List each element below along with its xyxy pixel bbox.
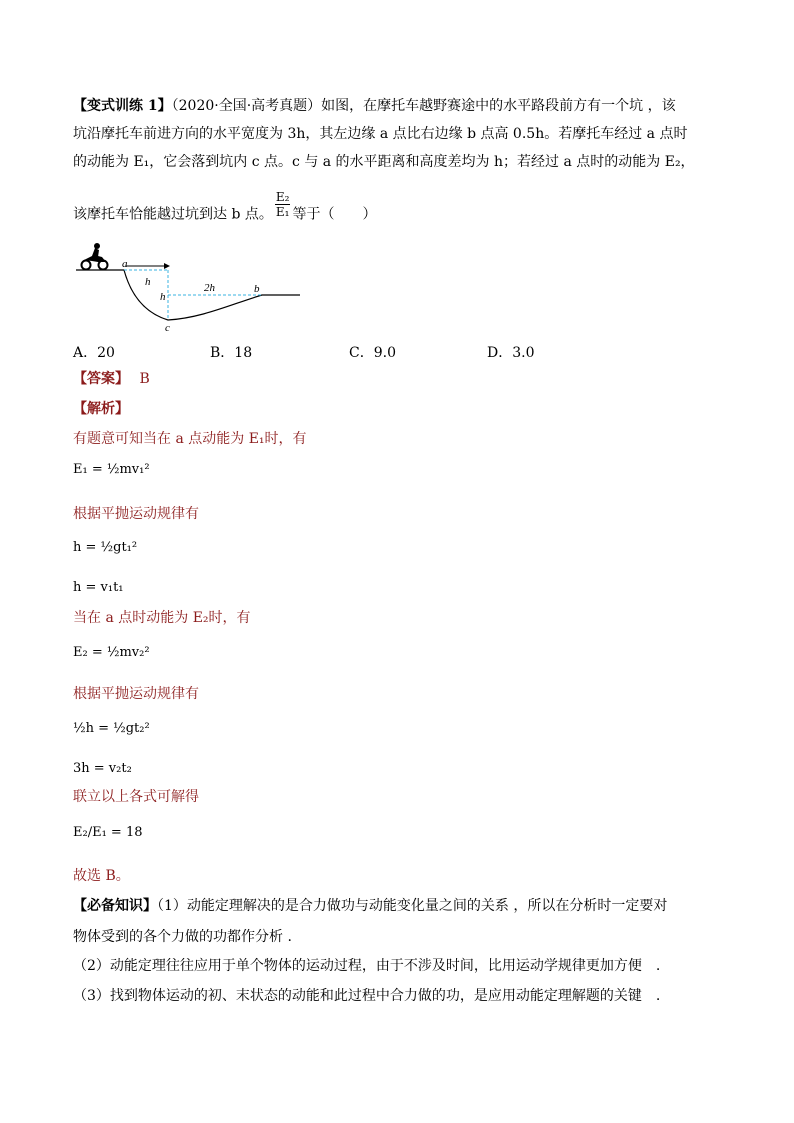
equation-6: 3h = v₂t₂ <box>73 761 132 776</box>
option-a: A．20 <box>73 345 115 361</box>
label-2h: 2h <box>204 282 215 294</box>
label-a: a <box>122 258 128 270</box>
equation-1: E₁ = ½mv₁² <box>73 462 150 477</box>
question-source: （2020·全国·高考真题） <box>171 98 322 114</box>
analysis-step-6: 故选 B。 <box>73 868 130 884</box>
analysis-step-1: 有题意可知当在 a 点动能为 E₁时，有 <box>73 431 307 447</box>
knowledge-line-1 <box>73 896 667 916</box>
answer-label: 【答案】 <box>73 371 129 387</box>
arrowhead-icon <box>164 263 170 269</box>
label-c: c <box>165 322 170 332</box>
option-b: B．18 <box>210 345 253 361</box>
analysis-step-2: 根据平抛运动规律有 <box>73 506 199 522</box>
equation-3: h = v₁t₁ <box>73 580 124 595</box>
option-c: C．9.0 <box>349 345 396 361</box>
pit-diagram <box>72 240 304 332</box>
answer-value: B <box>139 371 150 387</box>
equation-2: h = ½gt₁² <box>73 540 138 555</box>
equation-4: E₂ = ½mv₂² <box>73 645 150 660</box>
equation-5: ½h = ½gt₂² <box>73 721 150 736</box>
question-line-3: 的动能为 E₁，它会落到坑内 c 点。c 与 a 的水平距离和高度差均为 h；若经过 a 点时的动能为 E₂， <box>73 154 695 170</box>
question-line-4 <box>73 190 377 229</box>
label-b: b <box>254 283 260 295</box>
question-label: 【变式训练 1】 <box>73 98 172 114</box>
analysis-step-5: 联立以上各式可解得 <box>73 789 199 805</box>
question-line-1 <box>73 96 676 116</box>
energy-ratio-fraction: $\frac{\text{E₂}}{\text{E₁}}$ <box>275 190 290 219</box>
knowledge-line-2: 物体受到的各个力做的功都作分析 . <box>73 929 292 945</box>
equation-7: E₂/E₁ = 18 <box>73 825 143 840</box>
motorcycle-icon <box>82 243 108 270</box>
answer-line <box>73 369 150 389</box>
analysis-step-4: 根据平抛运动规律有 <box>73 686 199 702</box>
question-text-4-end: 等于（ ） <box>292 206 377 223</box>
option-d: D．3.0 <box>487 345 535 361</box>
analysis-step-3: 当在 a 点时动能为 E₂时，有 <box>73 610 251 626</box>
knowledge-line-4: （3）找到物体运动的初、末状态的动能和此过程中合力做的功，是应用动能定理解题的关键 . <box>73 988 661 1004</box>
label-h-upper: h <box>145 276 151 288</box>
question-text-4: 该摩托车恰能越过坑到达 b 点。 <box>73 206 273 223</box>
label-h-lower: h <box>160 291 166 303</box>
question-text-1: 如图，在摩托车越野赛途中的水平路段前方有一个坑 ，该 <box>321 98 676 114</box>
knowledge-line-3: （2）动能定理往往应用于单个物体的运动过程，由于不涉及时间，比用运动学规律更加方便 . <box>73 958 661 974</box>
knowledge-label: 【必备知识】 <box>73 898 157 914</box>
knowledge-text-1: （1）动能定理解决的是合力做功与动能变化量之间的关系 ，所以在分析时一定要对 <box>157 898 668 914</box>
question-line-2: 坑沿摩托车前进方向的水平宽度为 3h，其左边缘 a 点比右边缘 b 点高 0.5h。若摩托车经过 a 点时 <box>73 126 688 142</box>
analysis-label: 【解析】 <box>73 401 129 417</box>
